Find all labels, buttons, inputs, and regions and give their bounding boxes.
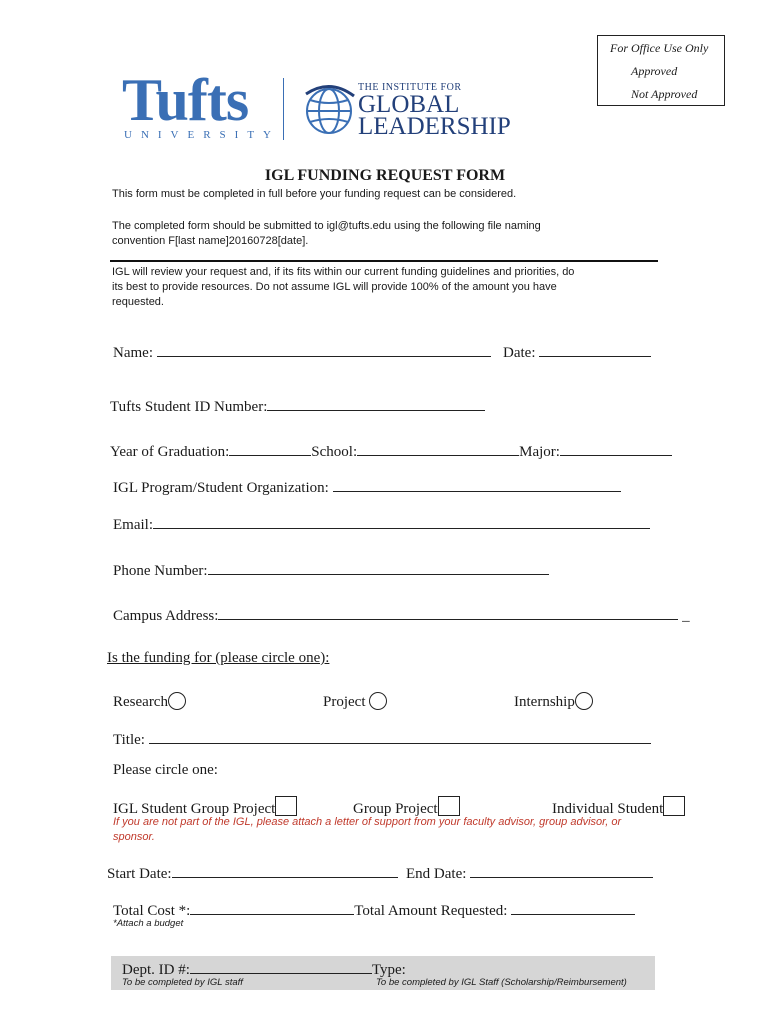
year-school-major-row	[110, 441, 672, 461]
office-not-approved-label: Not Approved	[631, 87, 698, 101]
intro-paragraph-2a: The completed form should be submitted to igl@tufts.edu using the following file naming	[112, 220, 541, 232]
igl-support-note-line1: If you are not part of the IGL, please attach a letter of support from your faculty advisor, group advisor, or	[113, 816, 622, 828]
dept-id-field	[122, 959, 406, 979]
dept-id-staff-note: To be completed by IGL staff	[122, 977, 243, 988]
address-input-line[interactable]	[218, 605, 678, 620]
total-cost-input-line[interactable]	[190, 900, 354, 915]
program-field	[113, 477, 621, 497]
funding-option-research-label: Research	[113, 694, 168, 710]
type-staff-note: To be completed by IGL Staff (Scholarship/Reimbursement)	[376, 977, 627, 988]
igl-student-checkbox[interactable]	[275, 796, 297, 816]
phone-input-line[interactable]	[208, 560, 549, 575]
please-circle-one: Please circle one:	[113, 762, 218, 778]
name-label: Name:	[113, 345, 153, 361]
dept-id-input-line[interactable]	[190, 959, 372, 974]
title-label: Title:	[113, 732, 145, 748]
funding-option-project[interactable]	[323, 692, 387, 711]
student-id-field	[110, 396, 485, 416]
funding-question: Is the funding for (please circle one):	[107, 650, 330, 666]
email-label: Email:	[113, 517, 153, 533]
funding-option-project-label: Project	[323, 694, 366, 710]
student-id-label: Tufts Student ID Number:	[110, 399, 268, 415]
total-cost-field	[113, 900, 635, 920]
tufts-logo-wordmark: Tufts	[122, 67, 249, 133]
igl-logo-line1: THE INSTITUTE FOR	[358, 82, 462, 93]
logo-divider	[283, 78, 284, 140]
group-option-group-project-label: Group Project	[353, 801, 438, 817]
school-input-line[interactable]	[357, 441, 519, 456]
phone-field	[113, 560, 549, 580]
email-field	[113, 514, 650, 534]
date-field	[503, 342, 651, 362]
date-label: Date:	[503, 345, 536, 361]
amount-requested-input-line[interactable]	[511, 900, 635, 915]
office-use-box	[597, 35, 725, 106]
office-approved-label: Approved	[631, 64, 678, 78]
end-date-input-line[interactable]	[470, 863, 653, 878]
group-option-individual-label: Individual Student	[552, 801, 664, 817]
address-field	[113, 605, 690, 625]
total-cost-label: Total Cost *:	[113, 903, 191, 919]
email-input-line[interactable]	[153, 514, 650, 529]
research-circle[interactable]	[168, 692, 186, 710]
end-date-field	[406, 863, 653, 883]
group-option-igl-student-label: IGL Student Group Project	[113, 801, 276, 817]
dept-id-label: Dept. ID #:	[122, 962, 190, 978]
igl-logo-line2: GLOBAL	[358, 91, 460, 118]
address-label: Campus Address:	[113, 608, 219, 624]
date-input-line[interactable]	[539, 342, 651, 357]
funding-option-internship-label: Internship	[514, 694, 575, 710]
individual-checkbox[interactable]	[663, 796, 685, 816]
type-label: Type:	[371, 962, 406, 978]
year-label: Year of Graduation:	[110, 444, 230, 460]
end-date-label: End Date:	[406, 866, 467, 882]
group-project-checkbox[interactable]	[438, 796, 460, 816]
start-date-input-line[interactable]	[172, 863, 398, 878]
form-title: IGL FUNDING REQUEST FORM	[264, 167, 506, 184]
office-use-header: For Office Use Only	[610, 41, 709, 55]
intro-paragraph-3c: requested.	[112, 296, 164, 308]
funding-option-research[interactable]	[113, 692, 186, 711]
phone-label: Phone Number:	[113, 563, 208, 579]
intro-paragraph-2b: convention F[last name]20160728[date].	[112, 235, 309, 247]
intro-paragraph-3b: its best to provide resources. Do not assume IGL will provide 100% of the amount you have	[112, 281, 557, 293]
title-input-line[interactable]	[149, 729, 651, 744]
section-divider	[110, 260, 658, 262]
start-date-label: Start Date:	[107, 866, 172, 882]
amount-requested-label: Total Amount Requested:	[354, 903, 508, 919]
start-date-field	[107, 863, 398, 883]
name-input-line[interactable]	[157, 342, 491, 357]
tufts-logo-university: UNIVERSITY	[124, 129, 280, 141]
program-label: IGL Program/Student Organization:	[113, 480, 329, 496]
school-label: School:	[311, 444, 358, 460]
globe-icon	[300, 80, 358, 138]
internship-circle[interactable]	[575, 692, 593, 710]
address-tail: _	[682, 608, 690, 624]
funding-option-internship[interactable]	[514, 692, 593, 711]
name-field	[113, 342, 491, 362]
igl-logo-line3: LEADERSHIP	[358, 113, 511, 140]
budget-footnote: *Attach a budget	[113, 918, 184, 929]
program-input-line[interactable]	[333, 477, 621, 492]
intro-paragraph-1: This form must be completed in full before your funding request can be considered.	[112, 188, 517, 200]
project-circle[interactable]	[369, 692, 387, 710]
major-label: Major:	[519, 444, 560, 460]
igl-support-note-line2: sponsor.	[113, 831, 155, 843]
student-id-input-line[interactable]	[267, 396, 485, 411]
intro-paragraph-3a: IGL will review your request and, if its fits within our current funding guidelines and priorities, do	[112, 266, 575, 278]
title-field	[113, 729, 651, 749]
major-input-line[interactable]	[560, 441, 672, 456]
year-input-line[interactable]	[229, 441, 311, 456]
